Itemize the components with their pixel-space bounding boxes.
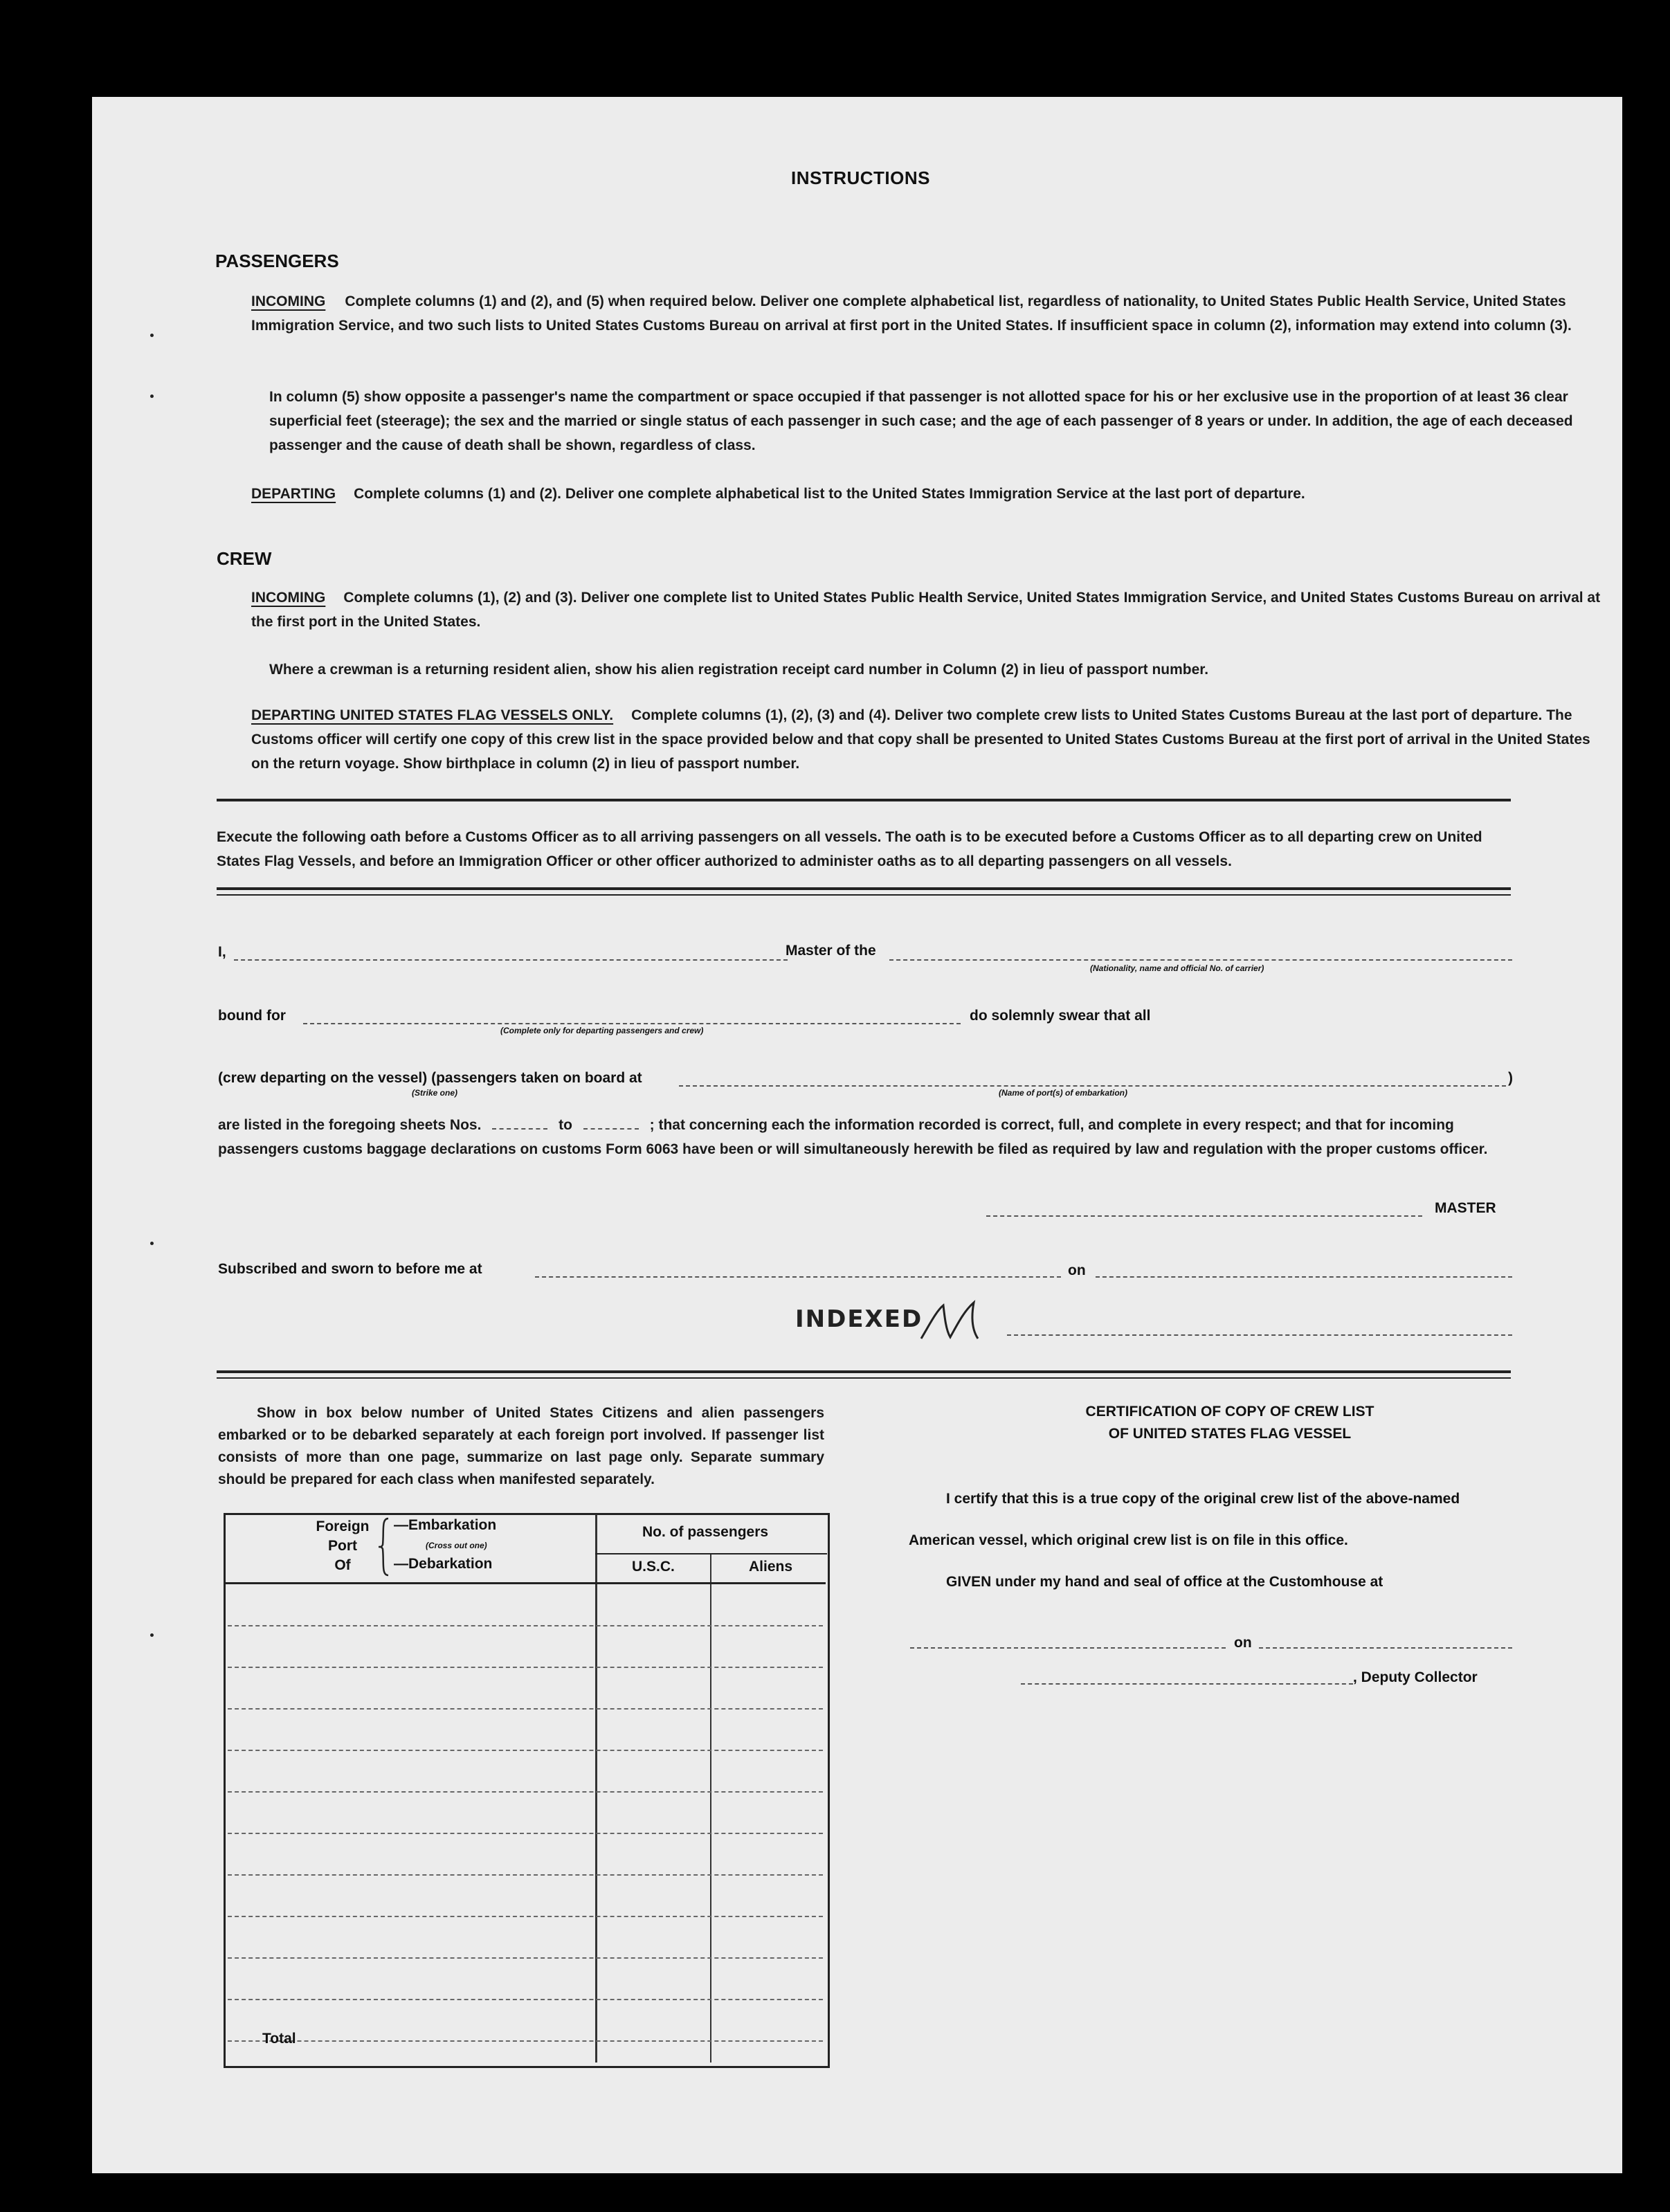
divider-rule: [217, 887, 1511, 890]
summary-row-line[interactable]: [228, 2040, 823, 2042]
deputy-signature-field[interactable]: [1021, 1683, 1353, 1685]
embarkation-port-field[interactable]: [679, 1085, 1506, 1087]
total-label: Total: [262, 2031, 296, 2047]
master-of-the-label: Master of the: [786, 943, 876, 959]
swear-text: do solemnly swear that all: [970, 1008, 1151, 1024]
oath-intro: Execute the following oath before a Customs Officer as to all arriving passengers on all vessels. The oath is to be executed before a Customs Officer as to all departing crew on United States Flag Vessels, and before an Immigration Officer or other officer authorized to administer oaths as to all departing passengers on all vessels.: [217, 829, 1482, 869]
crew-departing-text: Complete columns (1), (2), (3) and (4). Deliver two complete crew lists to United States Customs Bureau at the last port of departure. The Customs officer will certify one copy of this crew list in the space provided below and that copy shall be presented to United States Customs Bureau at the first port of arrival in the United States on the return voyage. Show birthplace in column (2) in lieu of passport number.: [251, 707, 1590, 772]
debarkation-label: —Debarkation: [394, 1556, 493, 1572]
subscribed-label: Subscribed and sworn to before me at: [218, 1261, 482, 1277]
passengers-incoming-label: INCOMING: [251, 293, 326, 309]
page-title: INSTRUCTIONS: [791, 167, 930, 188]
crew-departing-text: (crew departing on the vessel) (passengers taken on board at: [218, 1070, 642, 1086]
summary-row-line[interactable]: [228, 1957, 823, 1959]
cert-on-label: on: [1234, 1635, 1252, 1651]
customhouse-field[interactable]: [910, 1647, 1226, 1649]
crew-incoming-label: INCOMING: [251, 590, 326, 606]
carrier-field[interactable]: [889, 959, 1512, 961]
summary-row-line[interactable]: [228, 1791, 823, 1793]
divider-rule: [217, 799, 1511, 801]
officer-signature-field[interactable]: [1007, 1334, 1512, 1336]
summary-row-line[interactable]: [228, 1833, 823, 1834]
passengers-incoming-text: Complete columns (1) and (2), and (5) when required below. Deliver one complete alphabetical list, regardless of nationality, to United States Public Health Service, United States Immigration Service, and two such lists to United States Customs Bureau on arrival at first port in the United States. If insufficient space in column (2), information may extend into column (3).: [251, 293, 1572, 334]
passengers-departing-paragraph: [251, 482, 1608, 506]
master-signature-field[interactable]: [986, 1215, 1422, 1217]
passengers-heading: PASSENGERS: [215, 251, 339, 271]
deputy-collector-label: , Deputy Collector: [1353, 1669, 1478, 1685]
certify-line2: American vessel, which original crew list is on file in this office.: [909, 1532, 1348, 1548]
listed-suffix: ; that concerning each the information recorded is correct, full, and complete in every respect; and that for incoming passengers customs baggage declarations on customs Form 6063 have been or will simultaneously herewith be filed as required by law and regulation with the proper customs officer.: [218, 1117, 1488, 1157]
crew-departing-label: DEPARTING UNITED STATES FLAG VESSELS ONLY.: [251, 707, 614, 723]
punch-mark: [150, 334, 154, 337]
passenger-summary-box: [224, 1513, 830, 2068]
strike-one-note: (Strike one): [412, 1088, 458, 1098]
aliens-header: Aliens: [749, 1559, 793, 1575]
master-name-field[interactable]: [234, 959, 788, 961]
oath-i-label: I,: [218, 944, 226, 960]
embarkation-label: —Embarkation: [394, 1517, 497, 1533]
punch-mark: [150, 1242, 154, 1245]
crew-incoming-text: Complete columns (1), (2) and (3). Deliver one complete list to United States Public Health Service, United States Immigration Service, and United States Customs Bureau on arrival at the first port in the United States.: [251, 590, 1601, 630]
sworn-place-field[interactable]: [535, 1276, 1061, 1278]
summary-column-divider: [710, 1553, 711, 2063]
crew-heading: CREW: [217, 548, 272, 569]
passengers-departing-label: DEPARTING: [251, 486, 336, 502]
summary-row-line[interactable]: [228, 1874, 823, 1876]
punch-mark: [150, 395, 154, 398]
handwritten-initial-signature: [916, 1297, 999, 1345]
summary-row-line[interactable]: [228, 1625, 823, 1626]
form-page: [92, 97, 1622, 2173]
close-paren: ): [1508, 1070, 1513, 1086]
certification-heading-line1: CERTIFICATION OF COPY OF CREW LIST: [1085, 1404, 1374, 1420]
indexed-stamp: INDEXED: [795, 1305, 923, 1333]
summary-instructions: Show in box below number of United States Citizens and alien passengers embarked or to be debarked separately at each foreign port involved. If passenger list consists of more than one page, summarize on last page only. Separate summary should be prepared for each class when manifested separately.: [218, 1405, 824, 1487]
divider-rule: [217, 894, 1511, 896]
cross-out-note: (Cross out one): [426, 1541, 487, 1550]
bound-for-field[interactable]: [303, 1023, 961, 1024]
certification-heading-line2: OF UNITED STATES FLAG VESSEL: [1108, 1426, 1352, 1442]
listed-prefix: are listed in the foregoing sheets Nos.: [218, 1117, 482, 1133]
divider-rule: [217, 1370, 1511, 1373]
no-passengers-header: No. of passengers: [642, 1524, 769, 1540]
summary-row-line[interactable]: [228, 1750, 823, 1751]
given-line: GIVEN under my hand and seal of office at the Customhouse at: [946, 1574, 1383, 1590]
summary-row-line[interactable]: [228, 1708, 823, 1710]
bound-for-label: bound for: [218, 1008, 286, 1024]
port-label: Port: [328, 1538, 357, 1554]
cert-date-field[interactable]: [1259, 1647, 1512, 1649]
certify-line1: I certify that this is a true copy of the original crew list of the above-named: [946, 1491, 1460, 1507]
usc-header: U.S.C.: [632, 1559, 675, 1575]
sheet-to-field[interactable]: [583, 1128, 639, 1130]
summary-row-line[interactable]: [228, 1667, 823, 1668]
on-label: on: [1068, 1262, 1086, 1278]
punch-mark: [150, 1633, 154, 1637]
summary-header-divider: [595, 1553, 827, 1554]
summary-row-line[interactable]: [228, 1916, 823, 1917]
passengers-column5-paragraph: In column (5) show opposite a passenger's name the compartment or space occupied if that passenger is not allotted space for his or her exclusive use in the proportion of at least 36 clear superficial feet (steerage); the sex and the married or single status of each passenger in such case; and the age of each passenger of 8 years or under. In addition, the age of each deceased passenger and the cause of death shall be shown, regardless of class.: [269, 389, 1573, 453]
nationality-note: (Nationality, name and official No. of carrier): [1090, 963, 1264, 973]
certification-heading: [1050, 1401, 1410, 1445]
crew-resident-paragraph: Where a crewman is a returning resident alien, show his alien registration receipt card number in Column (2) in lieu of passport number.: [269, 662, 1209, 678]
passengers-incoming-paragraph: [251, 289, 1608, 338]
crew-departing-paragraph: [251, 703, 1608, 776]
complete-only-note: (Complete only for departing passengers and crew): [500, 1026, 704, 1035]
listed-paragraph: [218, 1113, 1512, 1161]
summary-header-rule: [225, 1582, 826, 1584]
brace-icon: [377, 1517, 392, 1577]
master-label: MASTER: [1435, 1200, 1496, 1216]
port-note: (Name of port(s) of embarkation): [999, 1088, 1128, 1098]
passengers-departing-text: Complete columns (1) and (2). Deliver one complete alphabetical list to the United States Immigration Service at the last port of departure.: [354, 486, 1305, 502]
sworn-date-field[interactable]: [1096, 1276, 1512, 1278]
summary-column-divider: [595, 1514, 597, 2063]
sheet-from-field[interactable]: [492, 1128, 547, 1130]
of-label: Of: [334, 1557, 351, 1573]
divider-rule: [217, 1377, 1511, 1379]
foreign-port-of-labels: [314, 1517, 372, 1575]
crew-incoming-paragraph: [251, 586, 1608, 634]
foreign-label: Foreign: [316, 1519, 370, 1534]
summary-row-line[interactable]: [228, 1999, 823, 2000]
to-label: to: [559, 1117, 572, 1133]
